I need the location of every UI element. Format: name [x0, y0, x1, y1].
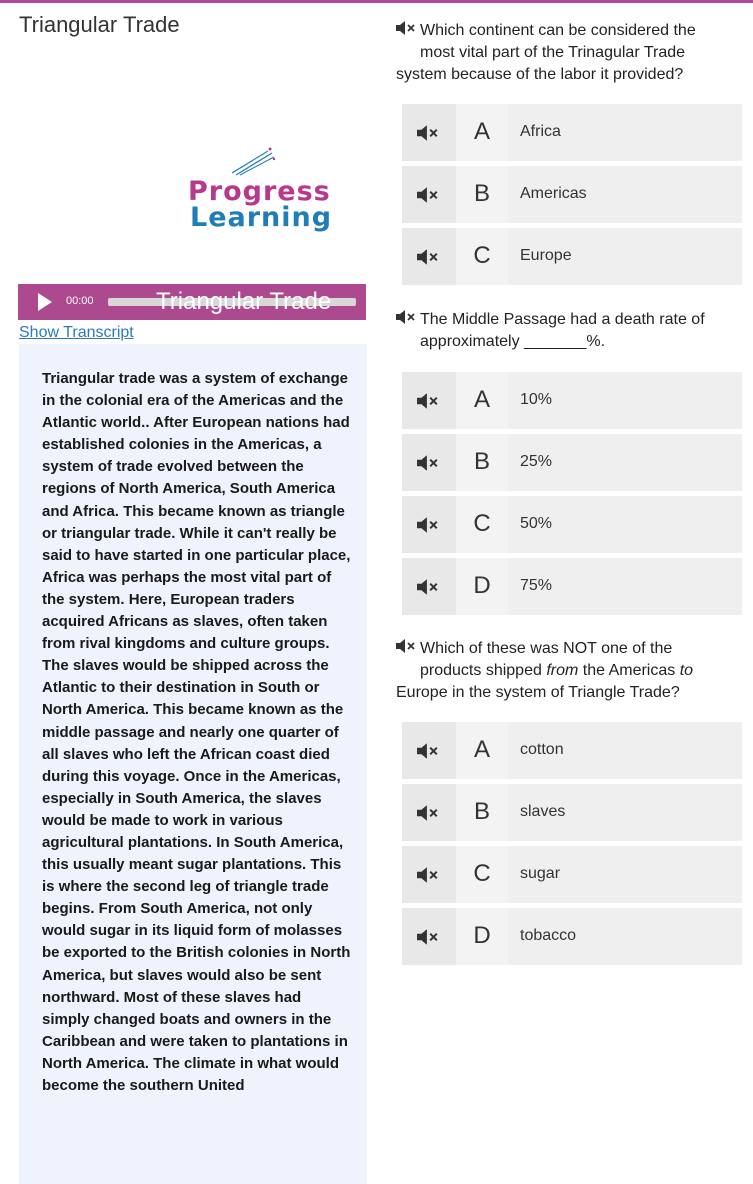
answer-letter: B	[473, 798, 490, 825]
question-2-line-2: approximately _______%.	[420, 333, 606, 350]
page-title: Triangular Trade	[19, 12, 180, 37]
speaker-mute-icon[interactable]	[417, 517, 439, 533]
question-2-text	[396, 309, 726, 353]
answer-letter: C	[473, 510, 491, 537]
logo-streaks-icon	[228, 145, 278, 177]
answer-letter: B	[473, 448, 490, 475]
question-1-line-2: most vital part of the Trinagular Trade	[420, 44, 686, 61]
question-2-line-1: The Middle Passage had a death rate of	[420, 311, 705, 328]
speaker-mute-icon[interactable]	[417, 805, 439, 821]
answer-label: sugar	[520, 865, 561, 882]
q2-answer-b[interactable]	[402, 434, 742, 491]
answer-letter: C	[473, 242, 491, 269]
answer-label: slaves	[520, 803, 566, 820]
question-3-line-1: Which of these was NOT one of the	[420, 640, 673, 657]
q2-answer-d[interactable]	[402, 558, 742, 615]
question-1-line-3: system because of the labor it provided?	[396, 66, 684, 83]
answer-letter: A	[473, 118, 490, 145]
question-3-text	[396, 638, 726, 704]
play-icon[interactable]	[38, 293, 52, 311]
q3-answer-d[interactable]	[402, 908, 742, 965]
question-1-text	[396, 20, 716, 86]
q1-answer-a[interactable]	[402, 104, 742, 161]
speaker-mute-icon[interactable]	[417, 393, 439, 409]
speaker-mute-icon[interactable]	[417, 125, 439, 141]
answer-letter: D	[473, 572, 491, 599]
player-title: Triangular Trade	[156, 288, 332, 315]
answer-label: 25%	[520, 453, 553, 470]
show-transcript-link[interactable]: Show Transcript	[19, 324, 134, 341]
answer-label: Americas	[520, 185, 587, 202]
q3-answer-b[interactable]	[402, 784, 742, 841]
transcript-panel	[19, 344, 367, 1184]
speaker-mute-icon[interactable]	[417, 579, 439, 595]
question-1-line-1: Which continent can be considered the	[420, 22, 696, 39]
speaker-mute-icon[interactable]	[396, 639, 416, 653]
speaker-mute-icon[interactable]	[396, 21, 416, 35]
q3-answer-a[interactable]	[402, 722, 742, 779]
answer-letter: C	[473, 860, 491, 887]
answer-letter: D	[473, 922, 491, 949]
q2-answer-c[interactable]	[402, 496, 742, 553]
q3-answer-c[interactable]	[402, 846, 742, 903]
progress-learning-logo	[188, 145, 333, 245]
answer-label: tobacco	[520, 927, 577, 944]
logo-text-line2: Learning	[190, 202, 333, 233]
speaker-mute-icon[interactable]	[417, 929, 439, 945]
answer-label: Africa	[520, 123, 561, 140]
answer-letter: A	[473, 386, 490, 413]
answer-letter: B	[473, 180, 490, 207]
answer-label: 10%	[520, 391, 553, 408]
speaker-mute-icon[interactable]	[417, 867, 439, 883]
top-accent-bar	[0, 0, 753, 3]
question-3-line-3: Europe in the system of Triangle Trade?	[396, 684, 680, 701]
q1-answer-b[interactable]	[402, 166, 742, 223]
audio-player	[18, 284, 366, 320]
speaker-mute-icon[interactable]	[417, 743, 439, 759]
logo-text-line1: Progress	[188, 176, 331, 207]
question-3-line-2: products shipped from the Americas to	[420, 662, 694, 679]
answer-label: cotton	[520, 741, 564, 758]
q2-answer-a[interactable]	[402, 372, 742, 429]
answer-letter: A	[473, 736, 490, 763]
speaker-mute-icon[interactable]	[417, 187, 439, 203]
answer-label: 75%	[520, 577, 553, 594]
answer-label: Europe	[520, 247, 572, 264]
speaker-mute-icon[interactable]	[396, 310, 416, 324]
player-time: 00:00	[66, 295, 94, 307]
speaker-mute-icon[interactable]	[417, 455, 439, 471]
answer-label: 50%	[520, 515, 553, 532]
transcript-text: Triangular trade was a system of exchange in the colonial era of the Americas and the Atlantic world.. After European nations had established colonies in the Americas, a system of trade evolved between the regions of North America, South America and Africa. This became known as triangle or triangular trade. While it can't really be said to have started in one particular place, Africa was perhaps the most vital part of the system. Here, European traders acquired Africans as slaves, often taken from rival kingdoms and culture groups. The slaves would be shipped across the Atlantic to their destination in South or North America. This became known as the middle passage and nearly one quarter of all slaves who left the African coast died during this voyage. Once in the Americas, especially in South America, the slaves would be made to work in various agricultural plantations. In South America, this usually meant sugar plantations. This is where the second leg of triangle trade begins. From South America, not only would sugar in its liquid form of molasses be exported to the British colonies in North America, but slaves would also be sent northward. Most of these slaves had simply changed boats and owners in the Caribbean and were taken to plantations in North America. The climate in what would become the southern United	[42, 370, 351, 1094]
speaker-mute-icon[interactable]	[417, 249, 439, 265]
q1-answer-c[interactable]	[402, 228, 742, 285]
